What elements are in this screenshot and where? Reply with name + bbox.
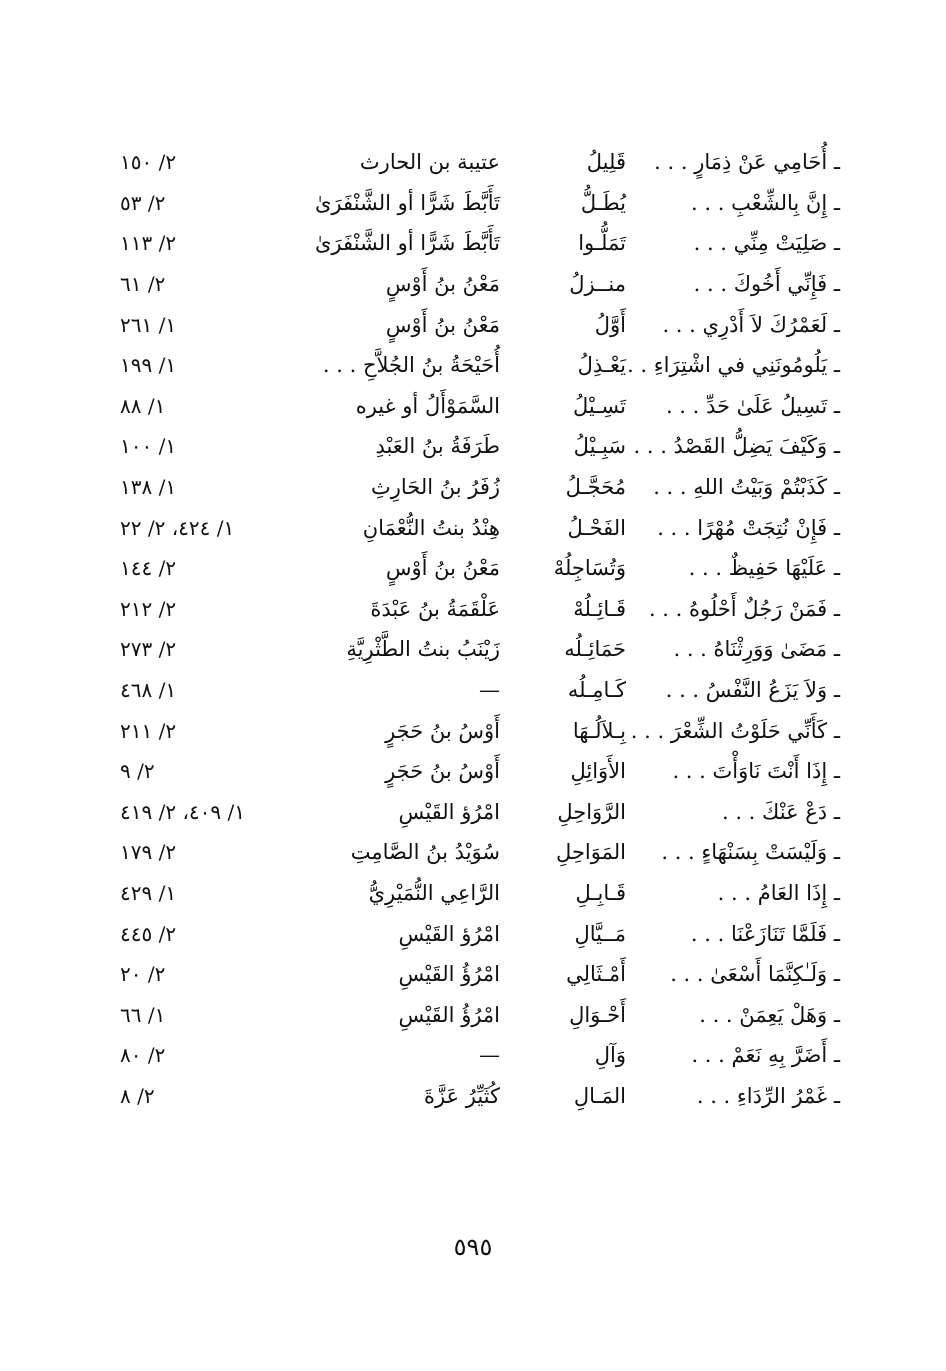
- volume-page-reference: ١/ ٤٦٨: [120, 678, 177, 703]
- volume-page-reference: ٢/ ٥٣: [120, 190, 166, 215]
- verse-row: [120, 507, 840, 548]
- verse-opening: ـ صَلِيَتْ مِنِّي . . .: [693, 231, 840, 256]
- verse-row: [120, 548, 840, 589]
- verse-row: [120, 629, 840, 670]
- verse-opening: ـ إِذَا أَنْتَ نَاوَأْتَ . . .: [672, 759, 840, 784]
- volume-page-reference: ١/ ٤٠٩، ٢/ ٤١٩: [120, 799, 245, 824]
- verse-row: [120, 345, 840, 386]
- verse-opening: ـ وَلَيْسَتْ بِسَنْهَاءٍ . . .: [661, 840, 840, 865]
- poet-name: مَعْنُ بنُ أَوْسٍ: [385, 556, 500, 581]
- rhyme-word: مُحَجَّـلُ: [565, 475, 626, 500]
- poet-name: هِنْدُ بنتُ النُّعْمَانِ: [362, 515, 500, 540]
- rhyme-word: أَمْـثَالِي: [566, 962, 626, 987]
- poet-name: تَأَبَّطَ شَرًّا أو الشَّنْفَرَىٰ: [315, 190, 500, 215]
- volume-page-reference: ١/ ٤٢٤، ٢/ ٢٢: [120, 515, 235, 540]
- verse-row: [120, 751, 840, 792]
- volume-page-reference: ٢/ ١٧٩: [120, 840, 177, 865]
- verse-index-table: [120, 142, 840, 1116]
- poet-name: أَوْسُ بنُ حَجَرٍ: [385, 759, 500, 784]
- verse-row: [120, 954, 840, 995]
- verse-row: [120, 589, 840, 630]
- verse-opening: ـ فَإِنْ نُتِجَتْ مُهْرًا . . .: [657, 515, 840, 540]
- poet-name: سُوَيْدُ بنُ الصَّامِتِ: [350, 840, 500, 865]
- verse-row: [120, 873, 840, 914]
- rhyme-word: سَبِـيْلُ: [573, 434, 626, 459]
- verse-row: [120, 832, 840, 873]
- verse-opening: ـ يَلُومُونَنِي في اشْتِرَاءِ . . .: [613, 353, 840, 378]
- rhyme-word: الرَّوَاحِلِ: [557, 799, 626, 824]
- rhyme-word: قَلِيلُ: [586, 150, 626, 175]
- verse-opening: ـ أُحَامِي عَنْ ذِمَارٍ . . .: [654, 150, 840, 175]
- verse-opening: ـ فَإِنِّي أَخُوكَ . . .: [693, 272, 840, 297]
- volume-page-reference: ٢/ ٢١٢: [120, 596, 177, 621]
- volume-page-reference: ٢/ ٢١١: [120, 718, 177, 743]
- poet-name: زَيْنَبُ بنتُ الطَّثْرِيَّةِ: [346, 637, 500, 662]
- poet-name: امْرُؤ القَيْسِ: [398, 921, 500, 946]
- verse-opening: ـ تَسِيلُ عَلَىٰ حَدِّ . . .: [665, 393, 840, 418]
- verse-row: [120, 710, 840, 751]
- rhyme-word: وَآلِ: [594, 1043, 626, 1068]
- verse-row: [120, 467, 840, 508]
- verse-opening: ـ وَكَيْفَ يَضِلُّ القَصْدُ . . .: [633, 434, 840, 459]
- poet-name: عتيبة بن الحارث: [359, 150, 500, 175]
- verse-row: [120, 426, 840, 467]
- rhyme-word: منــزلُ: [569, 272, 626, 297]
- poet-name: عَلْقَمَةُ بنُ عَبْدَةَ: [370, 596, 500, 621]
- verse-opening: ـ كَذَبْتُمْ وَبَيْتُ اللهِ . . .: [653, 475, 840, 500]
- rhyme-word: وَتُسَاجِلُهْ: [553, 556, 626, 581]
- poet-name: —: [479, 678, 500, 703]
- poet-name: امْرُؤُ القَيْسِ: [398, 1002, 500, 1027]
- volume-page-reference: ٢/ ٨: [120, 1083, 155, 1108]
- rhyme-word: تَمَلُّـوا: [578, 231, 626, 256]
- rhyme-word: قَـابِـلِ: [575, 880, 626, 905]
- verse-row: [120, 913, 840, 954]
- rhyme-word: بِـلاَلُـهَا: [572, 718, 626, 743]
- volume-page-reference: ١/ ٢٦١: [120, 312, 177, 337]
- poet-name: زُفَرُ بنُ الحَارِثِ: [370, 475, 500, 500]
- verse-row: [120, 142, 840, 183]
- rhyme-word: مَــيَّالِ: [574, 921, 626, 946]
- volume-page-reference: ٢/ ١٤٤: [120, 556, 177, 581]
- volume-page-reference: ٢/ ٤٤٥: [120, 921, 177, 946]
- verse-opening: ـ دَعْ عَنْكَ . . .: [721, 799, 840, 824]
- verse-opening: ـ غَمْرُ الرِّدَاءِ . . .: [696, 1083, 840, 1108]
- volume-page-reference: ٢/ ٦١: [120, 272, 166, 297]
- rhyme-word: الفَحْـلُ: [567, 515, 626, 540]
- verse-opening: ـ وَلَـٰكِنَّمَا أَسْعَىٰ . . .: [670, 962, 840, 987]
- volume-page-reference: ١/ ٨٨: [120, 393, 166, 418]
- verse-opening: ـ فَلَمَّا تَنَازَعْنَا . . .: [690, 921, 840, 946]
- verse-opening: ـ فَمَنْ رَجُلٌ أَحْلُوهُ . . .: [648, 596, 840, 621]
- rhyme-word: أَوَّلُ: [594, 312, 626, 337]
- verse-row: [120, 304, 840, 345]
- volume-page-reference: ١/ ٦٦: [120, 1002, 166, 1027]
- verse-row: [120, 1076, 840, 1117]
- verse-opening: ـ وَهَلْ يَعِمَنْ . . .: [699, 1002, 840, 1027]
- verse-row: [120, 792, 840, 833]
- verse-row: [120, 183, 840, 224]
- rhyme-word: الأَوَائِلِ: [570, 759, 626, 784]
- page-number: ٥٩٥: [453, 1233, 493, 1261]
- verse-opening: ـ إِنَّ بِالشِّعْبِ . . .: [691, 190, 840, 215]
- rhyme-word: المَـالِ: [573, 1083, 626, 1108]
- volume-page-reference: ١/ ١٠٠: [120, 434, 177, 459]
- poet-name: امْرُؤُ القَيْسِ: [398, 962, 500, 987]
- volume-page-reference: ٢/ ٢٧٣: [120, 637, 177, 662]
- rhyme-word: حَمَائِـلُه: [564, 637, 626, 662]
- poet-name: طَرَفَةُ بنُ العَبْدِ: [375, 434, 500, 459]
- rhyme-word: قَـائِـلُهْ: [573, 596, 626, 621]
- rhyme-word: كَـامِـلُه: [567, 678, 626, 703]
- volume-page-reference: ١/ ٤٢٩: [120, 880, 177, 905]
- verse-opening: ـ عَلَيْهَا حَفِيظٌ . . .: [688, 556, 840, 581]
- poet-name: أُحَيْحَةُ بنُ الجُلاَّحِ . . .: [322, 353, 500, 378]
- poet-name: مَعْنُ بنُ أَوْسٍ: [385, 312, 500, 337]
- verse-row: [120, 670, 840, 711]
- volume-page-reference: ٢/ ٩: [120, 759, 155, 784]
- verse-row: [120, 994, 840, 1035]
- poet-name: مَعْنُ بنُ أَوْسٍ: [385, 272, 500, 297]
- verse-opening: ـ كَأَنِّي حَلَوْتُ الشِّعْرَ . . .: [630, 718, 840, 743]
- rhyme-word: تَسِـيْلُ: [573, 393, 626, 418]
- volume-page-reference: ٢/ ١١٣: [120, 231, 177, 256]
- poet-name: كُثَيِّرُ عَزَّةَ: [423, 1083, 500, 1108]
- verse-row: [120, 1035, 840, 1076]
- rhyme-word: يُطَـلُّ: [580, 190, 626, 215]
- poet-name: امْرُؤ القَيْسِ: [398, 799, 500, 824]
- volume-page-reference: ٢/ ٨٠: [120, 1043, 166, 1068]
- rhyme-word: يَعْـذِلُ: [577, 353, 626, 378]
- verse-opening: ـ أَضَرَّ بِهِ نَعَمْ . . .: [691, 1043, 840, 1068]
- verse-opening: ـ لَعَمْرُكَ لاَ أَدْرِي . . .: [662, 312, 840, 337]
- poet-name: —: [479, 1043, 500, 1068]
- rhyme-word: المَوَاحِلِ: [556, 840, 626, 865]
- verse-opening: ـ وَلاَ يَزَعُ النَّفْسُ . . .: [665, 678, 840, 703]
- volume-page-reference: ١/ ١٣٨: [120, 475, 177, 500]
- poet-name: السَّمَوْأَلُ أو غيره: [355, 393, 500, 418]
- poet-name: الرَّاعِي النُّمَيْرِيُّ: [368, 880, 500, 905]
- verse-opening: ـ إِذَا العَامُ . . .: [717, 880, 840, 905]
- volume-page-reference: ١/ ١٩٩: [120, 353, 177, 378]
- verse-row: [120, 264, 840, 305]
- poet-name: تَأَبَّطَ شَرًّا أو الشَّنْفَرَىٰ: [315, 231, 500, 256]
- volume-page-reference: ٢/ ٢٠: [120, 962, 166, 987]
- verse-opening: ـ مَضَىٰ وَوَرِثْنَاهُ . . .: [673, 637, 840, 662]
- volume-page-reference: ٢/ ١٥٠: [120, 150, 177, 175]
- verse-row: [120, 223, 840, 264]
- verse-row: [120, 386, 840, 427]
- rhyme-word: أَحْـوَالِ: [569, 1002, 626, 1027]
- poet-name: أَوْسُ بنُ حَجَرٍ: [385, 718, 500, 743]
